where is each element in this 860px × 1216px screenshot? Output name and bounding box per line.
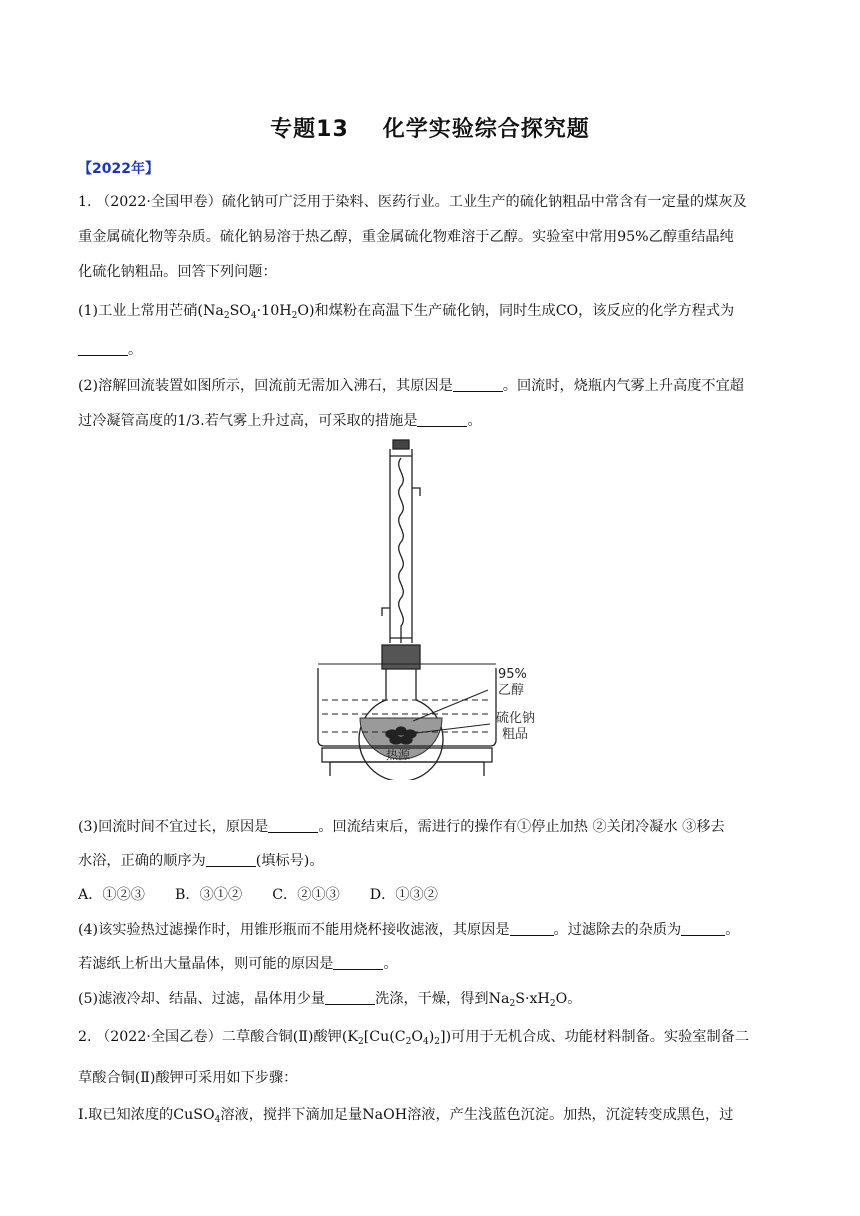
formula-potassium-dioxalatocuprate: $K_2[Cu(C_2O_4)_2]$	[347, 1029, 446, 1047]
answer-blank[interactable]	[510, 921, 554, 936]
flask-neck	[386, 669, 416, 700]
label-ethanol-percent: 95%	[498, 667, 527, 682]
q1-part-2-line-1: (2)溶解回流装置如图所示，回流前无需加入沸石，其原因是 。回流时，烧瓶内气雾上升高度不宜超	[78, 378, 744, 394]
q2-line-2: 草酸合铜(Ⅱ)酸钾可采用如下步骤：	[78, 1070, 298, 1086]
formula-mirabilite: $Na_2SO_4\cdot 10H_2O$	[202, 303, 309, 321]
q1-part-3-line-1: (3)回流时间不宜过长，原因是 。回流结束后，需进行的操作有①停止加热 ②关闭冷凝水 ③移去	[78, 819, 725, 835]
page-title	[0, 112, 860, 143]
q1-part-4-line-2: 若滤纸上析出大量晶体，则可能的原因是 。	[78, 956, 398, 972]
q1-part-2-line-2: 过冷凝管高度的1/3.若气雾上升过高，可采取的措施是 。	[78, 413, 482, 429]
answer-blank[interactable]	[268, 818, 318, 833]
label-crude-sodium-sulfide: 硫化钠	[496, 711, 536, 726]
label-ethanol: 乙醇	[498, 683, 525, 698]
q1-part-5: (5)滤液冷却、结晶、过滤，晶体用少量 洗涤，干燥，得到$Na_2S\cdot xH_2O$。	[78, 991, 582, 1009]
q1-part-4-line-1: (4)该实验热过滤操作时，用锥形瓶而不能用烧杯接收滤液，其原因是 。过滤除去的杂质为 。	[78, 922, 740, 938]
label-crude: 粗品	[502, 727, 529, 742]
condenser-jacket	[390, 449, 412, 643]
q1-part-3-line-2: 水浴，正确的顺序为 (填标号)。	[78, 853, 324, 869]
answer-blank[interactable]	[206, 852, 256, 867]
option-d[interactable]: D．①③②	[369, 887, 438, 903]
option-c[interactable]: C．②①③	[272, 887, 340, 903]
q1-part-1-answer: 。	[78, 340, 784, 360]
formula-copper-sulfate: CuSO$_4$	[173, 1107, 221, 1125]
q2-line-3: Ⅰ.取已知浓度的CuSO$_4$溶液，搅拌下滴加足量NaOH溶液，产生浅蓝色沉淀。加热，沉淀转变成黑色，过	[78, 1107, 734, 1125]
formula-sodium-sulfide-hydrate: $Na_2S\cdot xH_2O$	[488, 991, 568, 1009]
q1-part-1: (1)工业上常用芒硝$(Na_2SO_4\cdot 10H_2O)$和煤粉在高温下生产硫化钠，同时生成CO，该反应的化学方程式为	[78, 303, 735, 321]
answer-blank[interactable]	[681, 921, 725, 936]
option-b[interactable]: B．③①②	[175, 887, 243, 903]
q1-intro-line-1: 1. （2022·全国甲卷）硫化钠可广泛用于染料、医药行业。工业生产的硫化钠粗品中常含有一定量的煤灰及	[78, 194, 747, 210]
q1-part-3-options	[78, 885, 784, 905]
reflux-apparatus-figure	[300, 438, 560, 780]
label-heat-source: 热源	[386, 748, 411, 762]
flask-stopper	[382, 645, 420, 669]
crude-sample	[386, 727, 416, 744]
q2-line-1: 2. （2022·全国乙卷）二草酸合铜(Ⅱ)酸钾$(K_2[Cu(C_2O_4)_2])$可用于无机合成、功能材料制备。实验室制备二	[78, 1029, 750, 1047]
answer-blank[interactable]	[453, 377, 503, 392]
label-line-ethanol	[413, 690, 488, 721]
title-number: 专题13	[270, 117, 349, 142]
title-topic: 化学实验综合探究题	[382, 117, 590, 142]
answer-blank[interactable]	[333, 955, 383, 970]
heat-source-stand	[330, 762, 484, 776]
condenser-top-stopper	[393, 440, 409, 449]
answer-blank[interactable]	[78, 341, 128, 356]
condenser-coil	[399, 458, 404, 643]
answer-blank[interactable]	[325, 990, 375, 1005]
year-tag: 【2022年】	[78, 161, 159, 177]
option-a[interactable]: A．①②③	[78, 887, 145, 903]
water-outlet	[412, 488, 420, 496]
q1-intro-line-3: 化硫化钠粗品。回答下列问题：	[78, 264, 277, 280]
q1-intro-line-2: 重金属硫化物等杂质。硫化钠易溶于热乙醇，重金属硫化物难溶于乙醇。实验室中常用95%乙醇重结晶纯	[78, 229, 734, 245]
answer-blank[interactable]	[417, 412, 467, 427]
water-inlet	[382, 608, 390, 616]
